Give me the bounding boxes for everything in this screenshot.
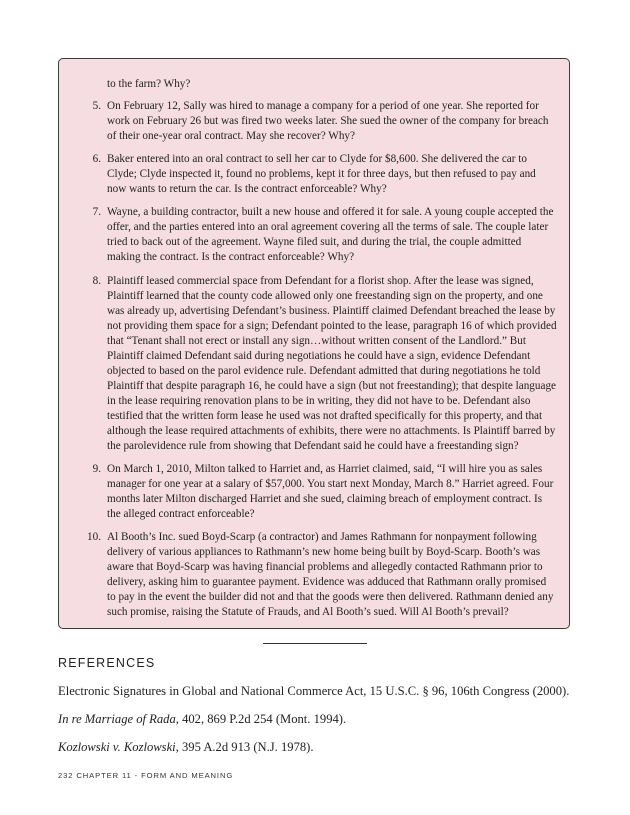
continued-text: to the farm? Why? — [107, 78, 191, 90]
case-name: In re Marriage of Rada — [58, 712, 176, 726]
exercise-text: Plaintiff leased commercial space from Defendant for a florist shop. After the lease was signed, Plaintiff learned that the county code allowed only one freestanding sign on the property, and one was already up, advertising Defendant’s business. Plaintiff claimed Defendant breached the lease by not providing them space for a sign; Defendant pointed to the lease, paragraph 16 of which provided that “Tenant shall not erect or install any sign…without written consent of the Landlord.” But Plaintiff claimed Defendant said during negotiations he could have a sign, evidence Defendant objected to based on the parol evidence rule. Defendant admitted that during negotiations he told Plaintiff that despite paragraph 16, he could have a sign (but not freestanding); that despite language in the lease requiring renovation plans to be in writing, they did not have to be. Defendant also testified that the written form lease he used was not drafted specifically for this property, and that although the lease required attachments of exhibits, there were no attachments. Is Plaintiff barred by the parolevidence rule from showing that Defendant said he could have a freestanding sign? — [107, 274, 557, 452]
exercise-item — [77, 152, 557, 197]
exercise-number: 10. — [87, 530, 101, 543]
reference-text: Electronic Signatures in Global and National Commerce Act, 15 U.S.C. § 96, 106th Congress (2000). — [58, 684, 570, 698]
exercise-number: 9. — [92, 462, 101, 475]
exercise-text: On March 1, 2010, Milton talked to Harriet and, as Harriet claimed, said, “I will hire you as sales manager for one year at a salary of $57,000. You start next Monday, March 8.” Harriet agreed. Four months later Milton discharged Harriet and she sued, claiming breach of employment contract. Is the alleged contract enforceable? — [107, 462, 554, 520]
exercise-item — [77, 462, 557, 522]
exercise-item — [77, 274, 557, 454]
exercise-item — [77, 530, 557, 620]
exercise-list — [77, 99, 557, 628]
page-footer: 232 CHAPTER 11 - FORM AND MEANING — [58, 771, 234, 780]
exercise-number: 5. — [92, 100, 101, 112]
reference-entry — [58, 739, 314, 755]
case-name: Kozlowski v. Kozlowski — [58, 740, 176, 754]
reference-entry — [58, 711, 346, 727]
exercise-text: Wayne, a building contractor, built a new house and offered it for sale. A young couple accepted the offer, and the parties entered into an oral agreement covering all the terms of sale. The couple later tried to back out of the agreement. Wayne filed suit, and during the trial, the couple admitted making the contract. Is the contract enforceable? Why? — [107, 206, 554, 264]
exercise-number: 8. — [92, 274, 101, 287]
exercise-text: Baker entered into an oral contract to sell her car to Clyde for $8,600. She delivered the car to Clyde; Clyde inspected it, found no problems, kept it for three days, but then refused to pay and now wants to return the car. Is the contract enforceable? Why? — [107, 153, 536, 196]
exercise-text: Al Booth’s Inc. sued Boyd-Scarp (a contractor) and James Rathmann for nonpayment following delivery of various appliances to Rathmann’s new home being built by Boyd-Scarp. Booth’s was aware that Boyd-Scarp was having financial problems and allegedly contacted Rathmann prior to delivery, asking him to guarantee payment. Evidence was adduced that Rathmann orally promised to pay in the event the builder did not and that the goods were then delivered. Rathmann denied any such promise, raising the Statute of Frauds, and Al Booth’s sued. Will Al Booth’s prevail? — [107, 530, 554, 618]
exercise-number: 6. — [92, 153, 101, 166]
exercise-item — [77, 205, 557, 265]
references-heading: REFERENCES — [58, 656, 156, 670]
section-divider — [263, 643, 367, 644]
exercise-number: 7. — [92, 206, 101, 219]
exercise-text: On February 12, Sally was hired to manage a company for a period of one year. She reported for work on February 26 but was fired two weeks later. She sued the owner of the company for breach of their one-year oral contract. May she recover? Why? — [107, 100, 549, 142]
case-citation: , 395 A.2d 913 (N.J. 1978). — [175, 740, 314, 754]
exercises-box — [58, 58, 570, 629]
exercise-item — [77, 99, 557, 144]
reference-entry — [58, 683, 569, 699]
case-citation: , 402, 869 P.2d 254 (Mont. 1994). — [175, 712, 347, 726]
